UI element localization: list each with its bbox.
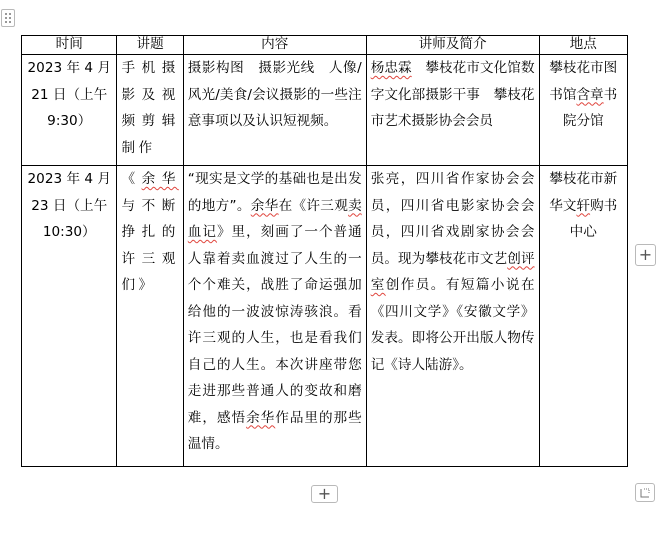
header-location[interactable]: 地点 <box>539 36 627 55</box>
drag-grip-icon <box>4 12 12 24</box>
location-marked-text: 轩 <box>576 197 591 214</box>
table-row <box>22 55 628 166</box>
cell-time[interactable]: 2023 年 4 月 23 日（上午 10:30） <box>22 166 117 467</box>
location-text: 攀枝花市图书馆 <box>549 60 618 103</box>
topic-text: 《 <box>121 171 142 187</box>
content-marked-text: 余华 <box>250 197 279 214</box>
content-text: “现实是文学的基础也是出发的地方”。 <box>187 171 362 214</box>
content-text: 在《许三观 <box>278 197 349 214</box>
cell-topic[interactable]: 手机摄影及视频剪辑制作 <box>117 55 183 166</box>
cell-location[interactable] <box>539 55 627 166</box>
lecturer-text: 张亮，四川省作家协会会员，四川省电影家协会会员，四川省戏剧家协会会员。现为攀枝花市文艺 <box>370 171 535 267</box>
cell-lecturer[interactable] <box>366 166 539 467</box>
header-time[interactable]: 时间 <box>22 36 117 55</box>
content-marked-text: 余华 <box>246 409 276 426</box>
table-move-handle[interactable] <box>1 9 15 27</box>
add-column-button[interactable]: + <box>635 244 656 266</box>
cell-lecturer[interactable] <box>366 55 539 166</box>
content-text: 》里，刻画了一个普通人靠着卖血渡过了人生的一个个难关，战胜了命运强加给他的一波波惊涛骇浪。看许三观的人生，也是看我们自己的人生。本次讲座带您走进那些普通人的变故和磨难，感悟 <box>187 224 362 426</box>
resize-corner-icon <box>640 488 650 498</box>
lecturer-intro: 攀枝花市文化馆数字文化部摄影干事 攀枝花市艺术摄影协会会员 <box>370 60 535 129</box>
content-text: 作品里的那些温情。 <box>187 409 362 452</box>
cell-time[interactable]: 2023 年 4 月 21 日（上午 9:30） <box>22 55 117 166</box>
table-resize-handle[interactable] <box>635 483 655 502</box>
header-lecturer[interactable]: 讲师及简介 <box>366 36 539 55</box>
header-content[interactable]: 内容 <box>183 36 366 55</box>
topic-marked-text: 余华 <box>141 171 179 187</box>
location-text: 购书中心 <box>569 197 618 240</box>
topic-text: 与不断挣扎的许三观们》 <box>121 197 179 293</box>
lecturer-name: 杨忠霖 <box>370 60 412 76</box>
lecturer-marked-text: 创评室 <box>370 250 535 293</box>
cell-topic[interactable] <box>117 166 183 467</box>
cell-content[interactable] <box>183 166 366 467</box>
add-row-button[interactable]: + <box>311 485 338 503</box>
location-marked-text: 含章 <box>576 86 604 103</box>
table-header-row <box>22 36 628 55</box>
lecture-schedule-table <box>21 35 628 467</box>
location-text: 攀枝花市新华文 <box>549 171 618 214</box>
lecturer-text: 创作员。有短篇小说在《四川文学》《安徽文学》发表。即将公开出版人物传记《诗人陆游》。 <box>370 277 535 373</box>
cell-location[interactable] <box>539 166 627 467</box>
cell-content[interactable]: 摄影构图 摄影光线 人像/风光/美食/会议摄影的一些注意事项以及认识短视频。 <box>183 55 366 166</box>
content-marked-text: 卖血记 <box>187 197 362 240</box>
table-row <box>22 166 628 467</box>
location-text: 书院分馆 <box>562 86 618 129</box>
header-topic[interactable]: 讲题 <box>117 36 183 55</box>
